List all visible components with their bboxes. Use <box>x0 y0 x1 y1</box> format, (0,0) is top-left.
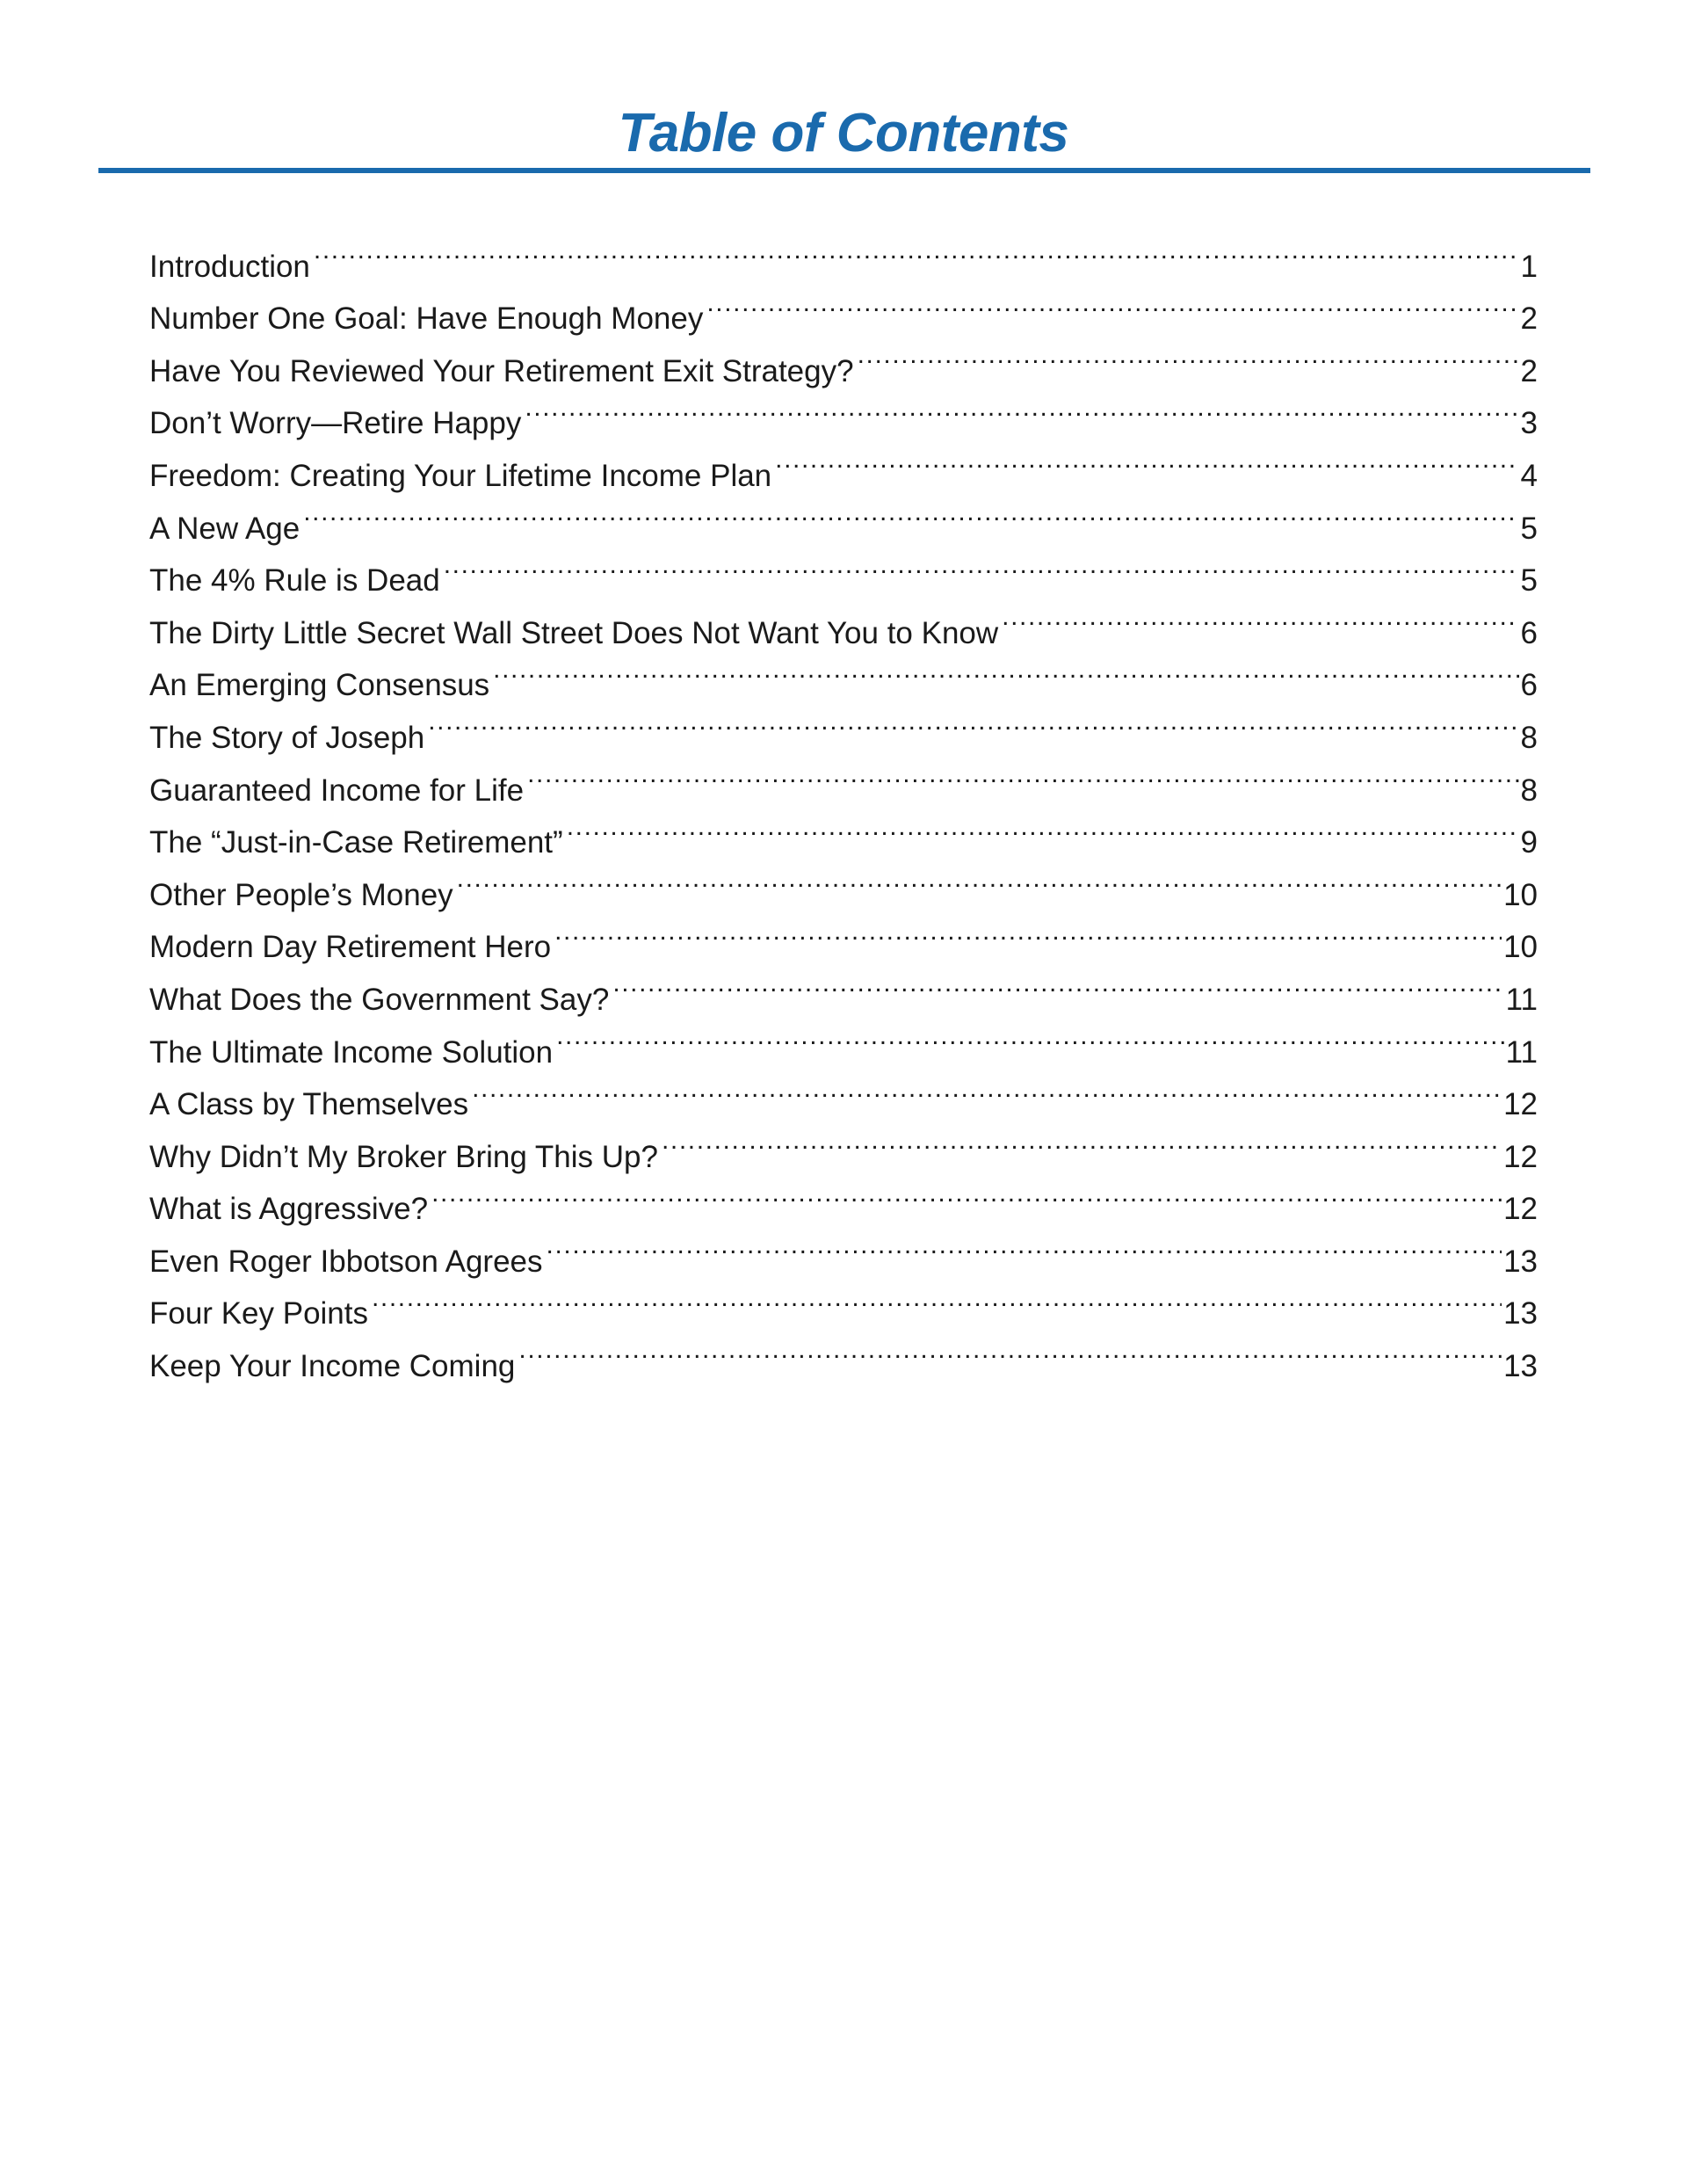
toc-entry-title: What Does the Government Say? <box>149 982 610 1017</box>
toc-entry-page: 6 <box>1520 615 1538 650</box>
toc-entry-page: 11 <box>1505 1034 1538 1070</box>
toc-list <box>149 224 1538 1384</box>
dot-leader <box>372 1272 1502 1324</box>
toc-entry-page: 2 <box>1520 301 1538 337</box>
toc-entry-page: 13 <box>1503 1349 1538 1384</box>
toc-entry-title: Number One Goal: Have Enough Money <box>149 301 704 337</box>
toc-entry-title: Keep Your Income Coming <box>149 1349 516 1384</box>
toc-entry-page: 4 <box>1520 458 1538 493</box>
toc-entry-page: 2 <box>1520 353 1538 388</box>
toc-entry[interactable] <box>149 486 1538 546</box>
toc-entry-page: 12 <box>1503 1192 1538 1227</box>
toc-entry-page: 6 <box>1520 668 1538 703</box>
dot-leader <box>428 695 1518 748</box>
dot-leader <box>431 1167 1502 1220</box>
toc-entry-title: Other People’s Money <box>149 877 453 912</box>
toc-entry-page: 11 <box>1505 982 1538 1017</box>
toc-entry-title: What is Aggressive? <box>149 1192 429 1227</box>
toc-entry-page: 13 <box>1503 1296 1538 1331</box>
toc-entry-title: The “Just-in-Case Retirement” <box>149 825 563 860</box>
dot-leader <box>527 748 1518 801</box>
toc-entry-page: 8 <box>1520 773 1538 808</box>
dot-leader <box>457 853 1502 905</box>
dot-leader <box>556 1010 1504 1063</box>
toc-entry-page: 3 <box>1520 406 1538 441</box>
toc-entry-title: Why Didn’t My Broker Bring This Up? <box>149 1139 658 1174</box>
toc-entry-title: The 4% Rule is Dead <box>149 563 440 599</box>
toc-entry-page: 10 <box>1503 930 1538 965</box>
dot-leader <box>444 539 1519 591</box>
title-underline <box>98 168 1590 173</box>
toc-entry-page: 12 <box>1503 1087 1538 1122</box>
dot-leader <box>858 329 1519 381</box>
toc-entry-title: Freedom: Creating Your Lifetime Income Plan <box>149 458 772 493</box>
dot-leader <box>1002 591 1518 643</box>
dot-leader <box>567 801 1519 853</box>
toc-entry-title: Have You Reviewed Your Retirement Exit Strategy? <box>149 353 854 388</box>
dot-leader <box>775 433 1518 486</box>
dot-leader <box>525 381 1518 434</box>
toc-entry-title: An Emerging Consensus <box>149 668 490 703</box>
toc-entry-title: Guaranteed Income for Life <box>149 773 525 808</box>
toc-entry-title: Modern Day Retirement Hero <box>149 930 552 965</box>
dot-leader <box>493 643 1518 696</box>
dot-leader <box>706 277 1518 330</box>
dot-leader <box>612 957 1503 1010</box>
dot-leader <box>303 486 1518 539</box>
dot-leader <box>518 1324 1502 1376</box>
toc-entry-page: 1 <box>1520 249 1538 284</box>
dot-leader <box>554 905 1502 958</box>
toc-entry-page: 5 <box>1520 563 1538 599</box>
toc-entry[interactable] <box>149 224 1538 284</box>
toc-entry-page: 5 <box>1520 511 1538 546</box>
toc-entry-title: The Story of Joseph <box>149 720 425 755</box>
toc-entry-title: Introduction <box>149 249 310 284</box>
toc-entry-title: Even Roger Ibbotson Agrees <box>149 1244 543 1279</box>
toc-entry-page: 12 <box>1503 1139 1538 1174</box>
toc-entry-title: Don’t Worry—Retire Happy <box>149 406 522 441</box>
toc-entry-title: Four Key Points <box>149 1296 368 1331</box>
dot-leader <box>472 1063 1502 1115</box>
toc-entry-title: A New Age <box>149 511 300 546</box>
toc-entry-title: A Class by Themselves <box>149 1087 469 1122</box>
toc-entry-title: The Dirty Little Secret Wall Street Does Not Want You to Know <box>149 615 999 650</box>
page-title: Table of Contents <box>618 103 1069 163</box>
toc-entry-page: 8 <box>1520 720 1538 755</box>
dot-leader <box>314 224 1519 277</box>
toc-entry-page: 13 <box>1503 1244 1538 1279</box>
toc-entry[interactable] <box>149 539 1538 599</box>
toc-entry-page: 9 <box>1520 825 1538 860</box>
toc-entry-title: The Ultimate Income Solution <box>149 1034 554 1070</box>
toc-entry-page: 10 <box>1503 877 1538 912</box>
toc-entry[interactable] <box>149 277 1538 337</box>
dot-leader <box>547 1219 1502 1272</box>
dot-leader <box>662 1114 1502 1167</box>
